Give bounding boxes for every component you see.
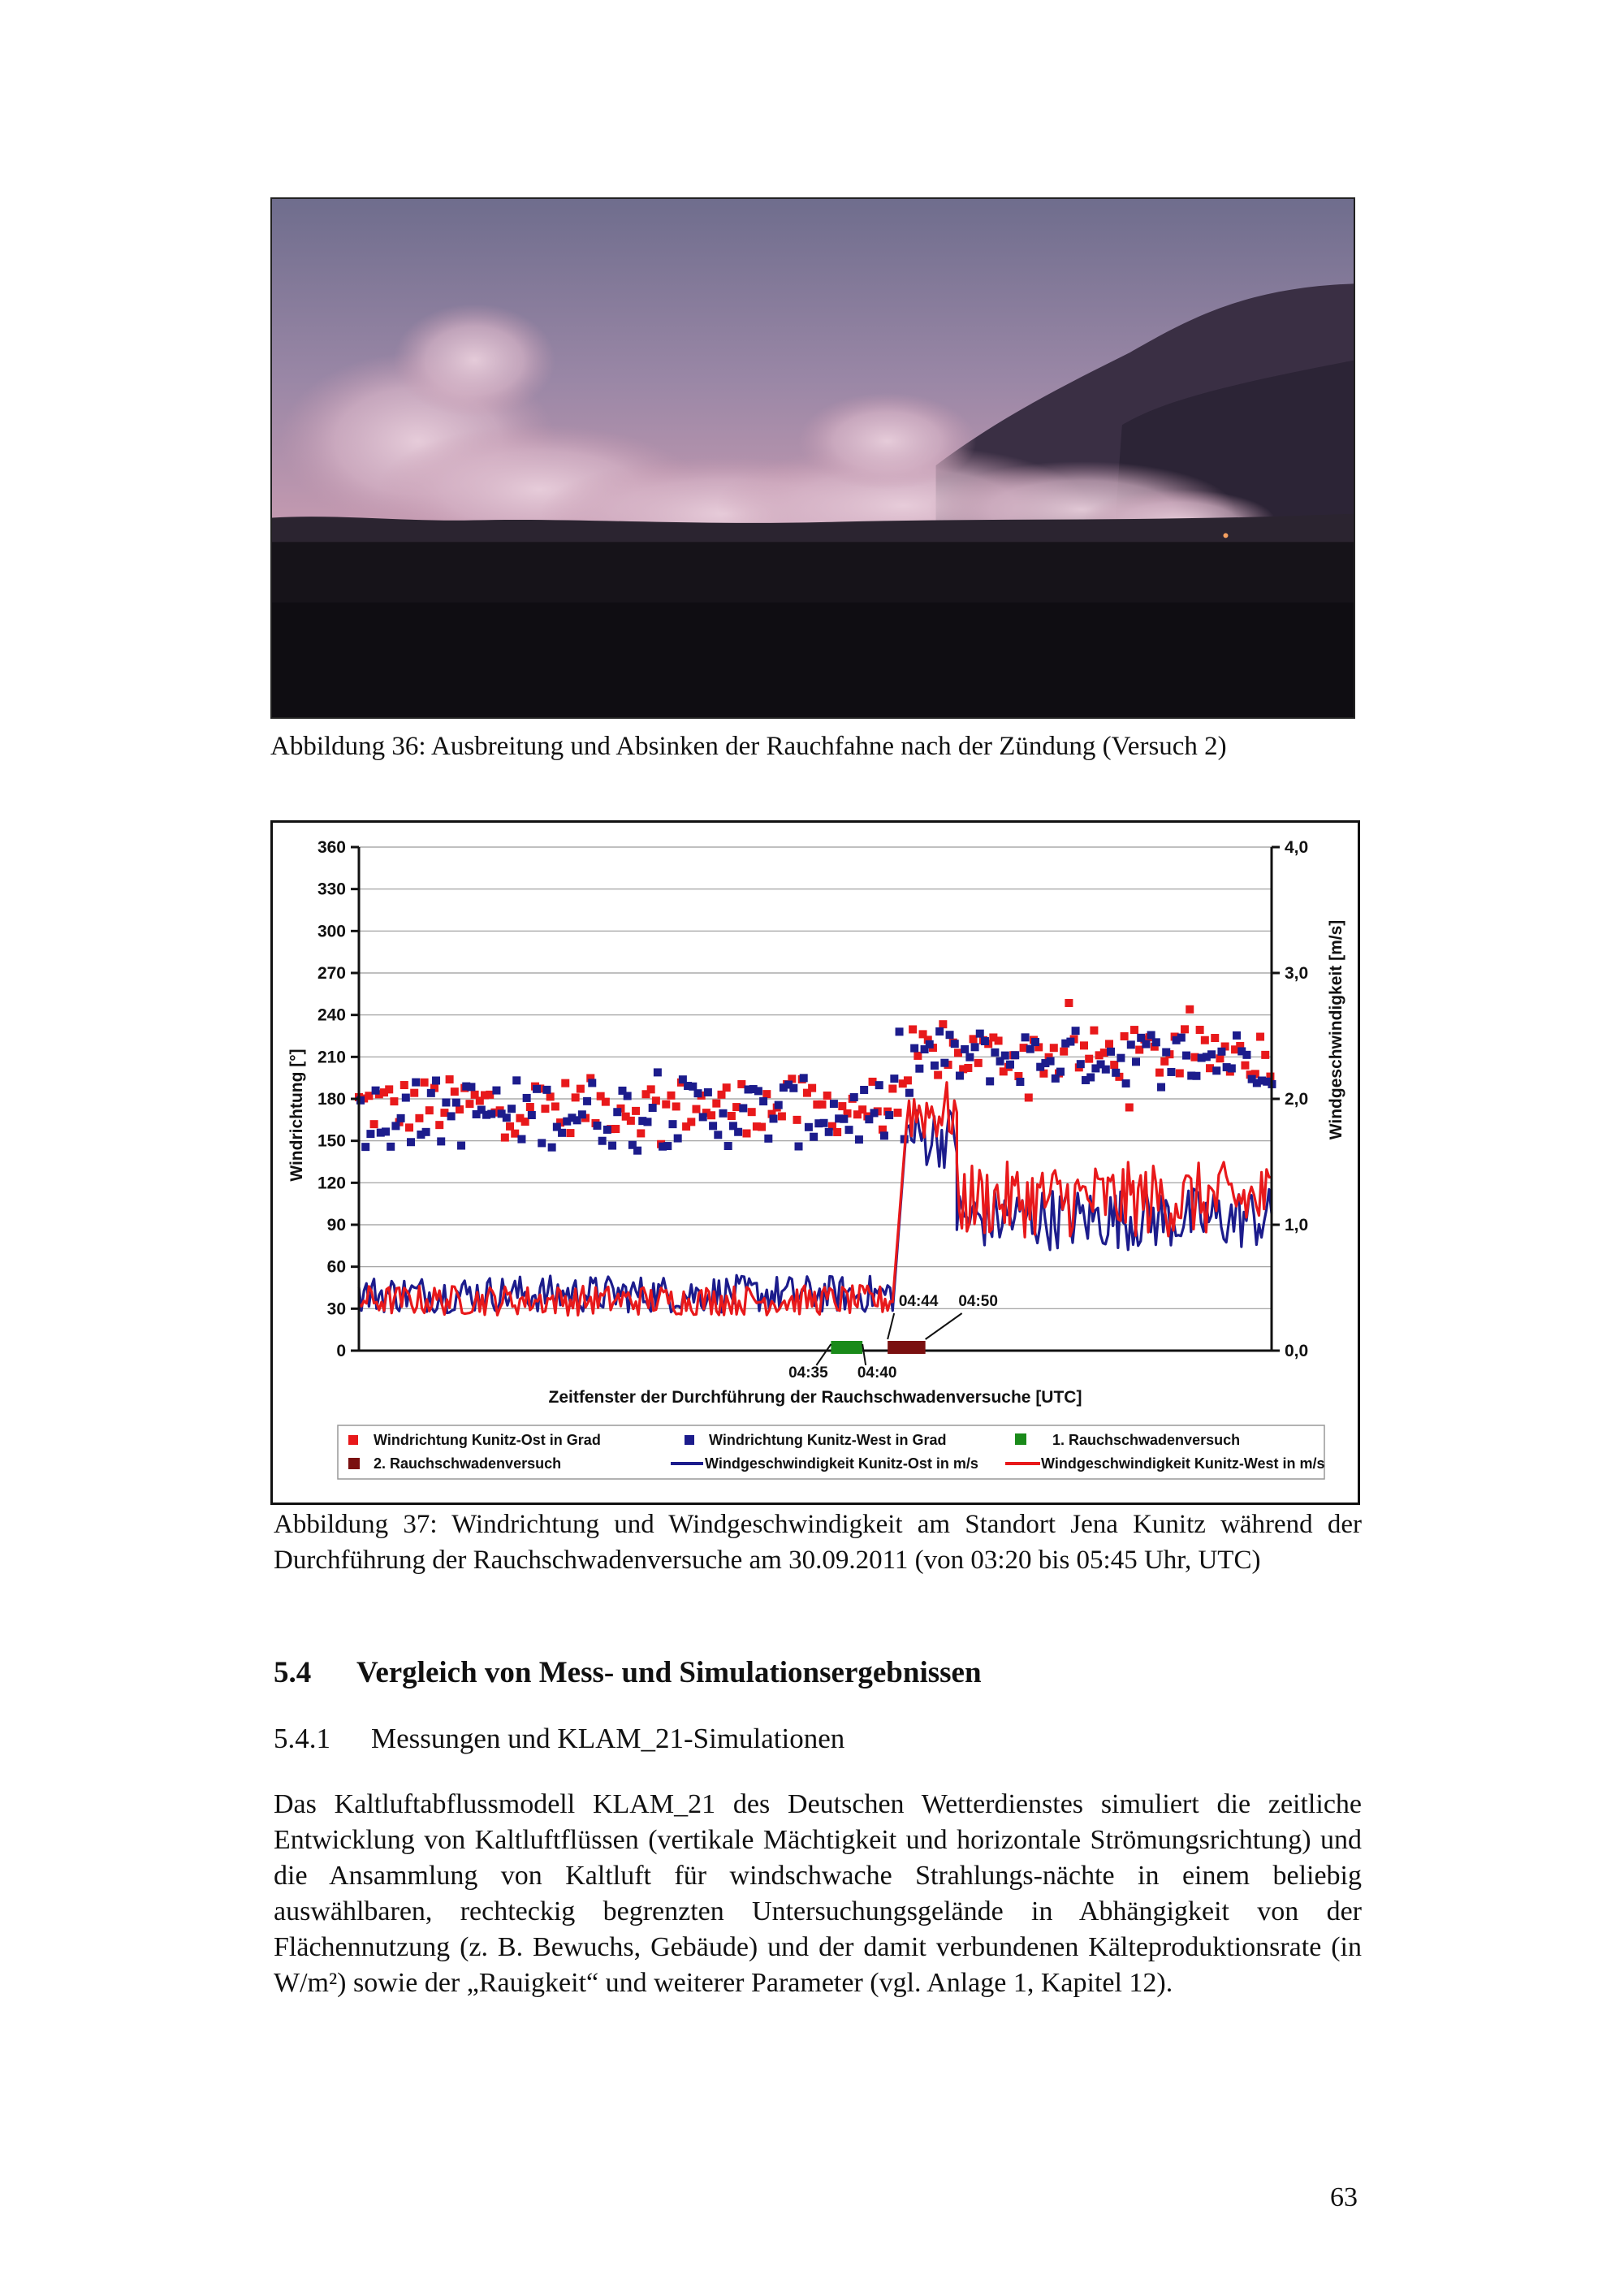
ost-direction-point (370, 1120, 378, 1128)
figure36-caption: Abbildung 36: Ausbreitung und Absinken der Rauchfahne nach der Zündung (Versuch 2) (270, 732, 1227, 761)
west-direction-point (965, 1053, 974, 1062)
west-direction-point (508, 1105, 516, 1113)
west-direction-point (598, 1137, 607, 1145)
legend-west-direction: Windrichtung Kunitz-West in Grad (709, 1432, 947, 1448)
west-direction-point (875, 1081, 883, 1089)
west-direction-point (870, 1109, 879, 1117)
y-left-tick-label: 180 (317, 1090, 346, 1109)
west-direction-point (1031, 1038, 1039, 1046)
legend-experiment-2: 2. Rauchschwadenversuch (374, 1455, 562, 1472)
legend-experiment-1: 1. Rauchschwadenversuch (1052, 1432, 1241, 1448)
time-marker-0450: 04:50 (958, 1293, 998, 1310)
ost-direction-point (662, 1100, 670, 1109)
time-marker-0435: 04:35 (788, 1364, 828, 1381)
time-marker-arrows (816, 1313, 961, 1365)
ost-direction-point (778, 1112, 786, 1120)
west-direction-point (1127, 1040, 1135, 1049)
ost-direction-point (1211, 1034, 1219, 1042)
ost-direction-point (1085, 1055, 1093, 1063)
west-direction-point (885, 1111, 893, 1119)
west-direction-point (427, 1089, 435, 1097)
marker-arrow (926, 1313, 962, 1339)
y-left-tick-label: 0 (336, 1342, 346, 1360)
ost-direction-point (833, 1128, 841, 1136)
y-right-tick-label: 0,0 (1285, 1342, 1309, 1360)
west-direction-point (432, 1076, 440, 1084)
ost-direction-point (707, 1111, 715, 1119)
west-direction-point (361, 1143, 369, 1151)
west-direction-point (608, 1142, 616, 1150)
ost-direction-point (1261, 1051, 1269, 1059)
west-direction-point (1086, 1073, 1095, 1081)
west-direction-point (391, 1122, 400, 1130)
ost-direction-point (566, 1129, 574, 1137)
west-direction-point (825, 1128, 833, 1136)
west-direction-point (1132, 1057, 1140, 1066)
ost-direction-point (1241, 1062, 1249, 1070)
west-direction-point (1167, 1068, 1175, 1076)
west-direction-point (931, 1062, 939, 1070)
west-direction-point (512, 1076, 520, 1084)
west-direction-point (487, 1110, 495, 1118)
ost-direction-point (818, 1100, 827, 1109)
ost-direction-point (1105, 1040, 1113, 1048)
ost-direction-point (1025, 1093, 1033, 1101)
west-direction-point (1001, 1052, 1009, 1060)
west-direction-point (1162, 1049, 1170, 1057)
y-axis-left-label: Windrichtung [°] (287, 1049, 306, 1182)
west-direction-point (387, 1143, 395, 1151)
west-direction-point (1182, 1052, 1190, 1060)
west-direction-point (1016, 1078, 1024, 1086)
ost-direction-point (1121, 1032, 1129, 1040)
west-direction-point (820, 1119, 828, 1127)
figure37-caption-line2: Durchführung der Rauchschwadenversuche am 30.09.2011 (von 03:20 bis 05:45 Uhr, UTC) (274, 1546, 1261, 1575)
west-direction-point (1147, 1031, 1155, 1040)
west-direction-point (754, 1087, 762, 1095)
subsection-heading (274, 1723, 844, 1755)
west-direction-point (442, 1098, 450, 1106)
west-direction-point (1072, 1027, 1080, 1035)
west-direction-point (946, 1031, 954, 1039)
west-direction-point (1047, 1057, 1055, 1066)
ost-direction-point (939, 1020, 947, 1028)
y-left-tick-label: 120 (317, 1174, 346, 1193)
ost-direction-point (425, 1106, 434, 1114)
ost-direction-point (667, 1092, 675, 1100)
west-direction-point (452, 1099, 460, 1107)
ost-direction-point (1065, 999, 1073, 1007)
experiment-window-2-bar (888, 1341, 926, 1354)
west-direction-point (840, 1115, 848, 1123)
ost-direction-point (762, 1090, 771, 1098)
y-right-tick-label: 4,0 (1285, 838, 1309, 857)
ost-direction-point (390, 1097, 398, 1105)
west-direction-point (548, 1144, 556, 1152)
west-direction-point (663, 1142, 672, 1150)
west-direction-point (1077, 1060, 1085, 1068)
legend-swatch-experiment-1 (1015, 1433, 1026, 1445)
west-direction-point (764, 1135, 772, 1143)
west-direction-point (528, 1111, 536, 1119)
ost-direction-point (602, 1098, 610, 1106)
west-direction-point (789, 1084, 797, 1092)
ost-direction-point (672, 1102, 680, 1110)
ost-direction-point (541, 1105, 549, 1113)
ost-direction-point (894, 1109, 902, 1117)
ost-direction-point (400, 1081, 408, 1089)
ost-direction-point (808, 1084, 816, 1092)
west-direction-point (1207, 1050, 1216, 1058)
west-direction-point (1021, 1033, 1030, 1041)
ost-direction-point (723, 1083, 731, 1092)
west-direction-point (845, 1126, 853, 1134)
west-direction-point (1066, 1038, 1074, 1046)
ost-direction-point (823, 1092, 831, 1100)
west-direction-point (1192, 1072, 1200, 1080)
west-speed-line (359, 1083, 1272, 1316)
west-direction-point (951, 1040, 959, 1048)
ost-direction-point (1130, 1026, 1138, 1034)
y-left-tick-label: 90 (326, 1216, 346, 1234)
west-direction-point (397, 1114, 405, 1122)
west-direction-point (1152, 1038, 1160, 1046)
ost-direction-point (637, 1129, 645, 1137)
west-direction-point (603, 1126, 611, 1134)
west-direction-point (382, 1127, 390, 1135)
west-direction-point (613, 1108, 621, 1116)
section-title: Vergleich von Mess- und Simulationsergebnissen (356, 1656, 982, 1689)
west-direction-point (805, 1123, 813, 1131)
west-direction-point (422, 1128, 430, 1136)
west-direction-point (1157, 1083, 1165, 1092)
west-direction-point (926, 1040, 934, 1049)
ost-direction-point (692, 1105, 700, 1113)
west-direction-point (583, 1097, 591, 1105)
west-direction-point (407, 1138, 415, 1146)
west-direction-point (890, 1074, 898, 1083)
ost-direction-point (551, 1102, 559, 1110)
west-direction-point (542, 1086, 551, 1094)
west-direction-point (558, 1129, 566, 1137)
marker-arrow (888, 1313, 894, 1339)
ost-direction-point (974, 1059, 983, 1067)
ost-direction-point (577, 1085, 585, 1093)
y-left-tick-label: 270 (317, 964, 346, 983)
west-direction-point (1102, 1066, 1110, 1074)
marker-arrow (862, 1344, 866, 1365)
west-direction-point (734, 1128, 742, 1136)
west-direction-point (1011, 1051, 1019, 1059)
ost-direction-point (1060, 1048, 1068, 1056)
subsection-title: Messungen und KLAM_21-Simulationen (371, 1723, 845, 1754)
ost-direction-point (421, 1079, 429, 1087)
ost-direction-point (838, 1102, 846, 1110)
legend-swatch-ost-direction (348, 1435, 358, 1445)
y-left-tick-label: 240 (317, 1005, 346, 1025)
west-direction-point (1212, 1066, 1220, 1074)
ost-direction-point (1125, 1103, 1134, 1111)
west-direction-point (412, 1079, 420, 1087)
west-direction-point (457, 1142, 465, 1150)
ost-direction-point (909, 1025, 917, 1033)
west-direction-point (1242, 1051, 1250, 1059)
west-direction-point (447, 1112, 456, 1120)
west-direction-point (1006, 1061, 1014, 1069)
west-direction-point (1142, 1040, 1150, 1049)
ost-direction-point (712, 1100, 720, 1108)
ost-direction-point (435, 1121, 443, 1129)
figure37-caption-line1: Abbildung 37: Windrichtung und Windgeschwindigkeit am Standort Jena Kunitz während der (274, 1510, 1362, 1539)
ost-direction-point (995, 1036, 1003, 1044)
ost-direction-point (410, 1089, 418, 1097)
page-number: 63 (1330, 2182, 1358, 2212)
west-direction-point (956, 1072, 964, 1080)
west-direction-point (714, 1131, 722, 1139)
west-direction-point (624, 1092, 632, 1100)
west-direction-point (759, 1097, 767, 1105)
west-direction-point (1122, 1079, 1130, 1087)
west-direction-point (1233, 1031, 1241, 1040)
ost-direction-point (1155, 1069, 1164, 1077)
legend-west-speed: Windgeschwindigkeit Kunitz-West in m/s (1041, 1455, 1325, 1472)
ost-direction-point (1080, 1041, 1088, 1049)
west-direction-point (850, 1093, 858, 1101)
west-direction-point (668, 1120, 676, 1128)
west-direction-point (593, 1122, 601, 1130)
west-direction-point (1228, 1064, 1236, 1072)
west-direction-point (976, 1030, 984, 1038)
west-direction-point (860, 1086, 868, 1094)
west-direction-point (940, 1059, 948, 1067)
ost-direction-point (888, 1084, 896, 1092)
ost-direction-point (1256, 1033, 1264, 1041)
west-direction-point (654, 1068, 662, 1076)
west-direction-point (971, 1043, 979, 1051)
body-paragraph: Das Kaltluftabflussmodell KLAM_21 des Deutschen Wetterdienstes simuliert die zeitliche Entwicklung von Kaltluftflüssen (vertikale Mächtigkeit und horizontale Strömungsrichtung) und die Ansammlung von Kaltluft für windschwache Strahlungs-nächte in einem beliebig auswählbaren, rechteckig begrenzten Untersuchungsgelände in Abhängigkeit von der Flächennutzung (z. B. Bewuchs, Gebäude) und der damit verbundenen Kälteproduktionsrate (in W/m²) sowie der „Rauigkeit“ und weiterer Parameter (vgl. Anlage 1, Kapitel 12). (274, 1789, 1362, 1998)
y-right-tick-label: 2,0 (1285, 1090, 1309, 1109)
west-direction-point (1116, 1054, 1125, 1062)
west-direction-point (588, 1079, 596, 1087)
ost-direction-point (506, 1122, 514, 1131)
west-direction-point (724, 1142, 732, 1150)
ost-direction-point (501, 1134, 509, 1142)
legend-ost-speed: Windgeschwindigkeit Kunitz-Ost in m/s (705, 1455, 978, 1472)
ost-direction-point (758, 1123, 766, 1131)
west-direction-point (739, 1104, 747, 1112)
legend-swatch-west-direction (685, 1435, 694, 1445)
west-direction-point (578, 1110, 586, 1118)
west-direction-point (986, 1077, 994, 1085)
west-direction-point (770, 1114, 778, 1122)
legend (338, 1425, 1325, 1479)
west-direction-point (1217, 1048, 1225, 1056)
ost-direction-point (405, 1123, 413, 1131)
west-direction-point (1026, 1045, 1034, 1053)
west-direction-point (1107, 1048, 1115, 1056)
west-direction-point (704, 1088, 712, 1096)
west-direction-point (880, 1131, 888, 1139)
section-heading (274, 1655, 982, 1690)
legend-ost-direction: Windrichtung Kunitz-Ost in Grad (374, 1432, 601, 1448)
ost-direction-point (1160, 1057, 1168, 1066)
ost-direction-point (385, 1085, 393, 1093)
west-direction-point (991, 1049, 999, 1057)
west-direction-point (523, 1094, 531, 1102)
y-axis-right-label: Windgeschwindigkeit [m/s] (1327, 919, 1345, 1140)
ost-direction-point (652, 1096, 660, 1105)
west-direction-point (961, 1045, 969, 1053)
west-direction-point (800, 1074, 808, 1082)
west-direction-point (503, 1113, 511, 1122)
ost-direction-point (627, 1117, 635, 1125)
west-direction-point (699, 1113, 707, 1121)
ost-direction-point (748, 1108, 756, 1116)
ost-direction-point (1090, 1027, 1098, 1035)
y-left-tick-label: 300 (317, 922, 346, 941)
west-direction-point (467, 1083, 475, 1091)
ost-direction-point (526, 1103, 534, 1111)
ost-direction-point (465, 1100, 473, 1108)
west-direction-point (1112, 1069, 1120, 1077)
experiment-window-1-bar (831, 1341, 862, 1354)
west-direction-point (649, 1104, 657, 1112)
y-right-tick-label: 1,0 (1285, 1216, 1309, 1234)
west-direction-point (709, 1122, 717, 1130)
west-direction-point (905, 1089, 914, 1097)
west-direction-point (366, 1130, 374, 1138)
marker-arrow (816, 1344, 831, 1365)
west-direction-point (1056, 1068, 1065, 1076)
ost-direction-point (451, 1087, 459, 1096)
west-direction-point (517, 1135, 525, 1144)
west-direction-point (674, 1135, 682, 1143)
ost-direction-point (793, 1116, 801, 1124)
west-direction-point (810, 1133, 818, 1141)
ost-direction-point (1050, 1044, 1058, 1052)
ost-direction-point (572, 1093, 580, 1101)
wind-chart (270, 820, 1360, 1505)
ost-direction-point (611, 1125, 620, 1133)
y-left-tick-label: 330 (317, 880, 346, 899)
smoke-plume-photo (270, 197, 1355, 719)
y-left-tick-label: 360 (317, 838, 346, 857)
west-direction-point (402, 1094, 410, 1102)
ost-direction-point (743, 1130, 751, 1138)
west-direction-point (437, 1137, 445, 1145)
ost-direction-point (904, 1076, 912, 1084)
ost-direction-point (1201, 1036, 1209, 1044)
ost-direction-point (561, 1079, 569, 1087)
y-left-tick-label: 30 (326, 1299, 346, 1319)
y-left-tick-label: 210 (317, 1048, 346, 1067)
subsection-number: 5.4.1 (274, 1723, 330, 1754)
west-direction-point (775, 1101, 783, 1109)
west-direction-point (915, 1065, 923, 1073)
west-direction-point (533, 1085, 541, 1093)
west-direction-point (910, 1044, 918, 1053)
x-axis-label: Zeitfenster der Durchführung der Rauchschwadenversuche [UTC] (548, 1388, 1082, 1407)
ost-direction-point (647, 1085, 655, 1093)
ost-direction-point (446, 1075, 454, 1083)
time-marker-0444: 04:44 (898, 1293, 939, 1310)
west-direction-point (372, 1087, 380, 1095)
west-direction-point (830, 1100, 838, 1108)
west-direction-point (492, 1087, 500, 1095)
west-direction-point (935, 1027, 944, 1036)
west-direction-point (795, 1143, 803, 1151)
ost-direction-point (1196, 1026, 1204, 1034)
ost-direction-point (1181, 1025, 1189, 1033)
time-marker-0440: 04:40 (857, 1364, 897, 1381)
section-number: 5.4 (274, 1656, 312, 1689)
y-left-tick-label: 150 (317, 1131, 346, 1151)
west-direction-point (1177, 1034, 1186, 1042)
ost-direction-point (728, 1112, 736, 1120)
figure37-caption (274, 1507, 1362, 1578)
ost-direction-point (632, 1107, 640, 1115)
y-right-tick-label: 3,0 (1285, 964, 1309, 983)
west-direction-point (538, 1139, 546, 1147)
west-direction-point (719, 1109, 727, 1118)
west-direction-point (643, 1118, 651, 1126)
west-direction-point (896, 1027, 904, 1036)
legend-swatch-experiment-2 (348, 1458, 360, 1469)
west-direction-point (693, 1089, 702, 1097)
ost-direction-point (934, 1071, 942, 1079)
ost-direction-point (1186, 1005, 1194, 1014)
y-left-tick-label: 60 (326, 1257, 346, 1277)
ost-direction-point (1176, 1069, 1184, 1077)
west-direction-point (855, 1135, 863, 1144)
west-direction-point (981, 1037, 989, 1045)
ost-direction-point (687, 1118, 695, 1126)
ost-direction-point (717, 1091, 725, 1099)
ost-direction-point (415, 1114, 423, 1122)
west-direction-point (633, 1147, 641, 1155)
ost-direction-point (964, 1064, 972, 1072)
